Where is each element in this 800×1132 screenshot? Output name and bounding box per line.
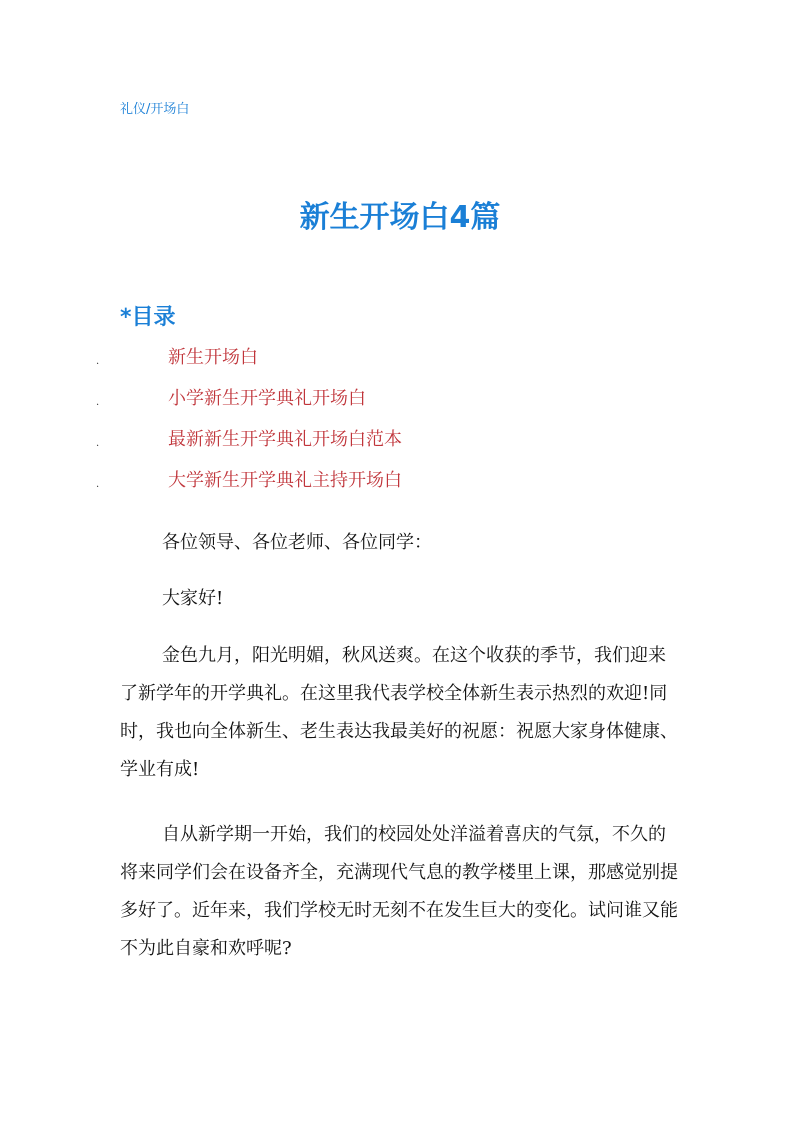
toc-heading: *目录 bbox=[120, 305, 176, 330]
paragraph-2-block bbox=[120, 816, 680, 968]
toc-link-4[interactable]: 大学新生开学典礼主持开场白 bbox=[168, 470, 402, 491]
toc-bullet: . bbox=[96, 479, 100, 490]
breadcrumb[interactable]: 礼仪/开场白 bbox=[120, 102, 190, 117]
hello-text: 大家好! bbox=[162, 588, 224, 609]
toc-link-2[interactable]: 小学新生开学典礼开场白 bbox=[168, 388, 366, 409]
greeting-block bbox=[120, 524, 680, 562]
paragraph-1: 金色九月，阳光明媚，秋风送爽。在这个收获的季节，我们迎来了新学年的开学典礼。在这里我代表学校全体新生表示热烈的欢迎!同时，我也向全体新生、老生表达我最美好的祝愿：祝愿大家身体健康、学业有成! bbox=[120, 645, 678, 780]
page-title: 新生开场白4篇 bbox=[299, 200, 501, 235]
toc-bullet: . bbox=[96, 356, 100, 367]
hello-block bbox=[120, 580, 680, 618]
greeting-text: 各位领导、各位老师、各位同学： bbox=[162, 532, 432, 553]
toc-link-1[interactable]: 新生开场白 bbox=[168, 347, 258, 368]
toc-bullet: . bbox=[96, 438, 100, 449]
paragraph-2: 自从新学期一开始，我们的校园处处洋溢着喜庆的气氛，不久的将来同学们会在设备齐全，充满现代气息的教学楼里上课，那感觉别提多好了。近年来，我们学校无时无刻不在发生巨大的变化。试问谁又能不为此自豪和欢呼呢? bbox=[120, 824, 678, 959]
toc-bullet: . bbox=[96, 397, 100, 408]
paragraph-1-block bbox=[120, 637, 680, 789]
toc-link-3[interactable]: 最新新生开学典礼开场白范本 bbox=[168, 429, 402, 450]
